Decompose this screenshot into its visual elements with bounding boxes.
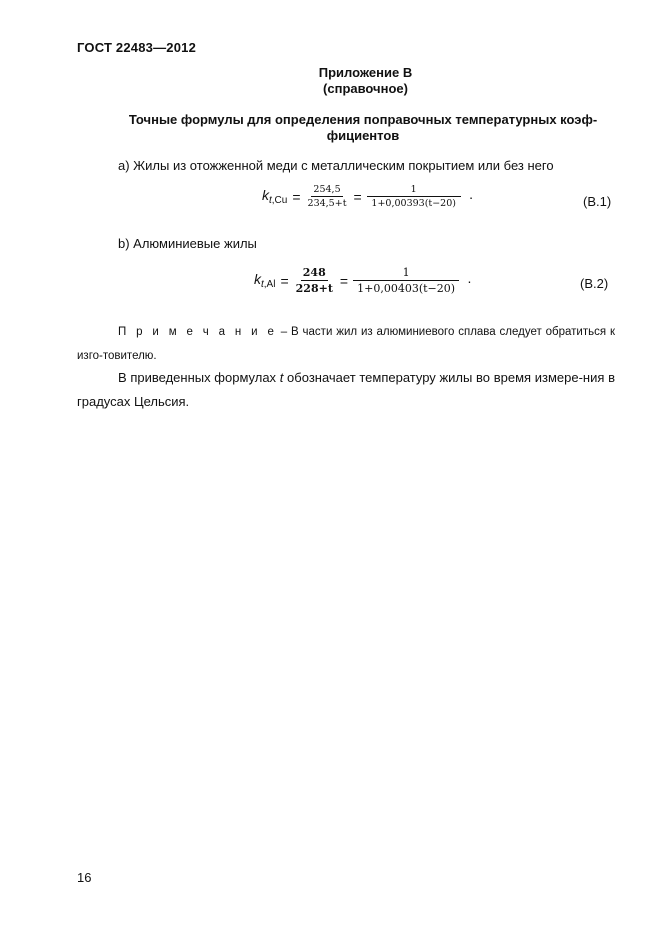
formula-b1-lhs [262,187,287,206]
formula-b2-lhs [254,271,275,290]
appendix-subtitle: (справочное) [323,81,408,96]
section-title [118,112,608,144]
equals-sign: = [280,272,289,289]
formula-b2-fraction-1 [294,266,335,295]
note-text: – В части жил из алюминиевого сплава следует обратиться к изго-товителю. [77,326,615,362]
equals-sign: = [353,188,362,205]
closing-symbol-t: t [279,370,284,385]
note-paragraph [77,320,615,368]
closing-text-after: обозначает температуру жилы во время измере-ния в градусах Цельсия. [77,370,615,409]
fraction-denominator: 1+0,00393(t−20) [371,198,456,209]
equals-sign: = [292,188,301,205]
fraction-numerator: 1 [353,266,459,281]
item-a-text: а) Жилы из отожженной меди с металлическим покрытием или без него [118,158,554,173]
formula-b1-fraction-1 [306,184,349,209]
note-label: П р и м е ч а н и е [118,326,277,338]
formula-b1-subscript [269,195,287,206]
formula-dot: · [468,188,474,205]
item-b-text: b) Алюминиевые жилы [118,236,257,251]
formula-b2 [254,266,472,295]
fraction-numerator: 254,5 [313,184,341,195]
formula-b1-fraction-2 [367,184,461,209]
formula-b2-fraction-2 [353,266,459,295]
closing-paragraph [77,366,615,414]
formula-b1 [262,184,473,209]
formula-b1-symbol: k [262,187,269,203]
section-title-line-2: фициентов [326,128,400,143]
formula-dot: · [467,272,472,289]
fraction-numerator: 1 [367,184,461,197]
closing-text-before: В приведенных формулах [118,370,280,385]
document-header: ГОСТ 22483—2012 [77,40,196,55]
formula-b2-subscript-rest: ,Al [263,279,276,290]
formula-b1-subscript-t: t [269,195,272,206]
formula-b2-symbol: k [254,271,261,287]
section-title-line-1: Точные формулы для определения поправочных температурных коэф- [128,112,598,127]
formula-b2-number: (В.2) [580,276,609,291]
fraction-denominator: 228+t [295,282,333,295]
equals-sign: = [339,272,349,289]
formula-b2-subscript-t: t [261,279,264,290]
fraction-numerator: 248 [302,266,326,279]
appendix-title: Приложение В [318,65,413,80]
formula-b1-subscript-rest: ,Cu [271,195,288,206]
fraction-denominator: 1+0,00403(t−20) [357,282,456,295]
fraction-denominator: 234,5+t [307,198,347,209]
formula-b1-number: (В.1) [583,194,612,209]
formula-b2-subscript [261,279,275,290]
page-number: 16 [77,870,92,885]
